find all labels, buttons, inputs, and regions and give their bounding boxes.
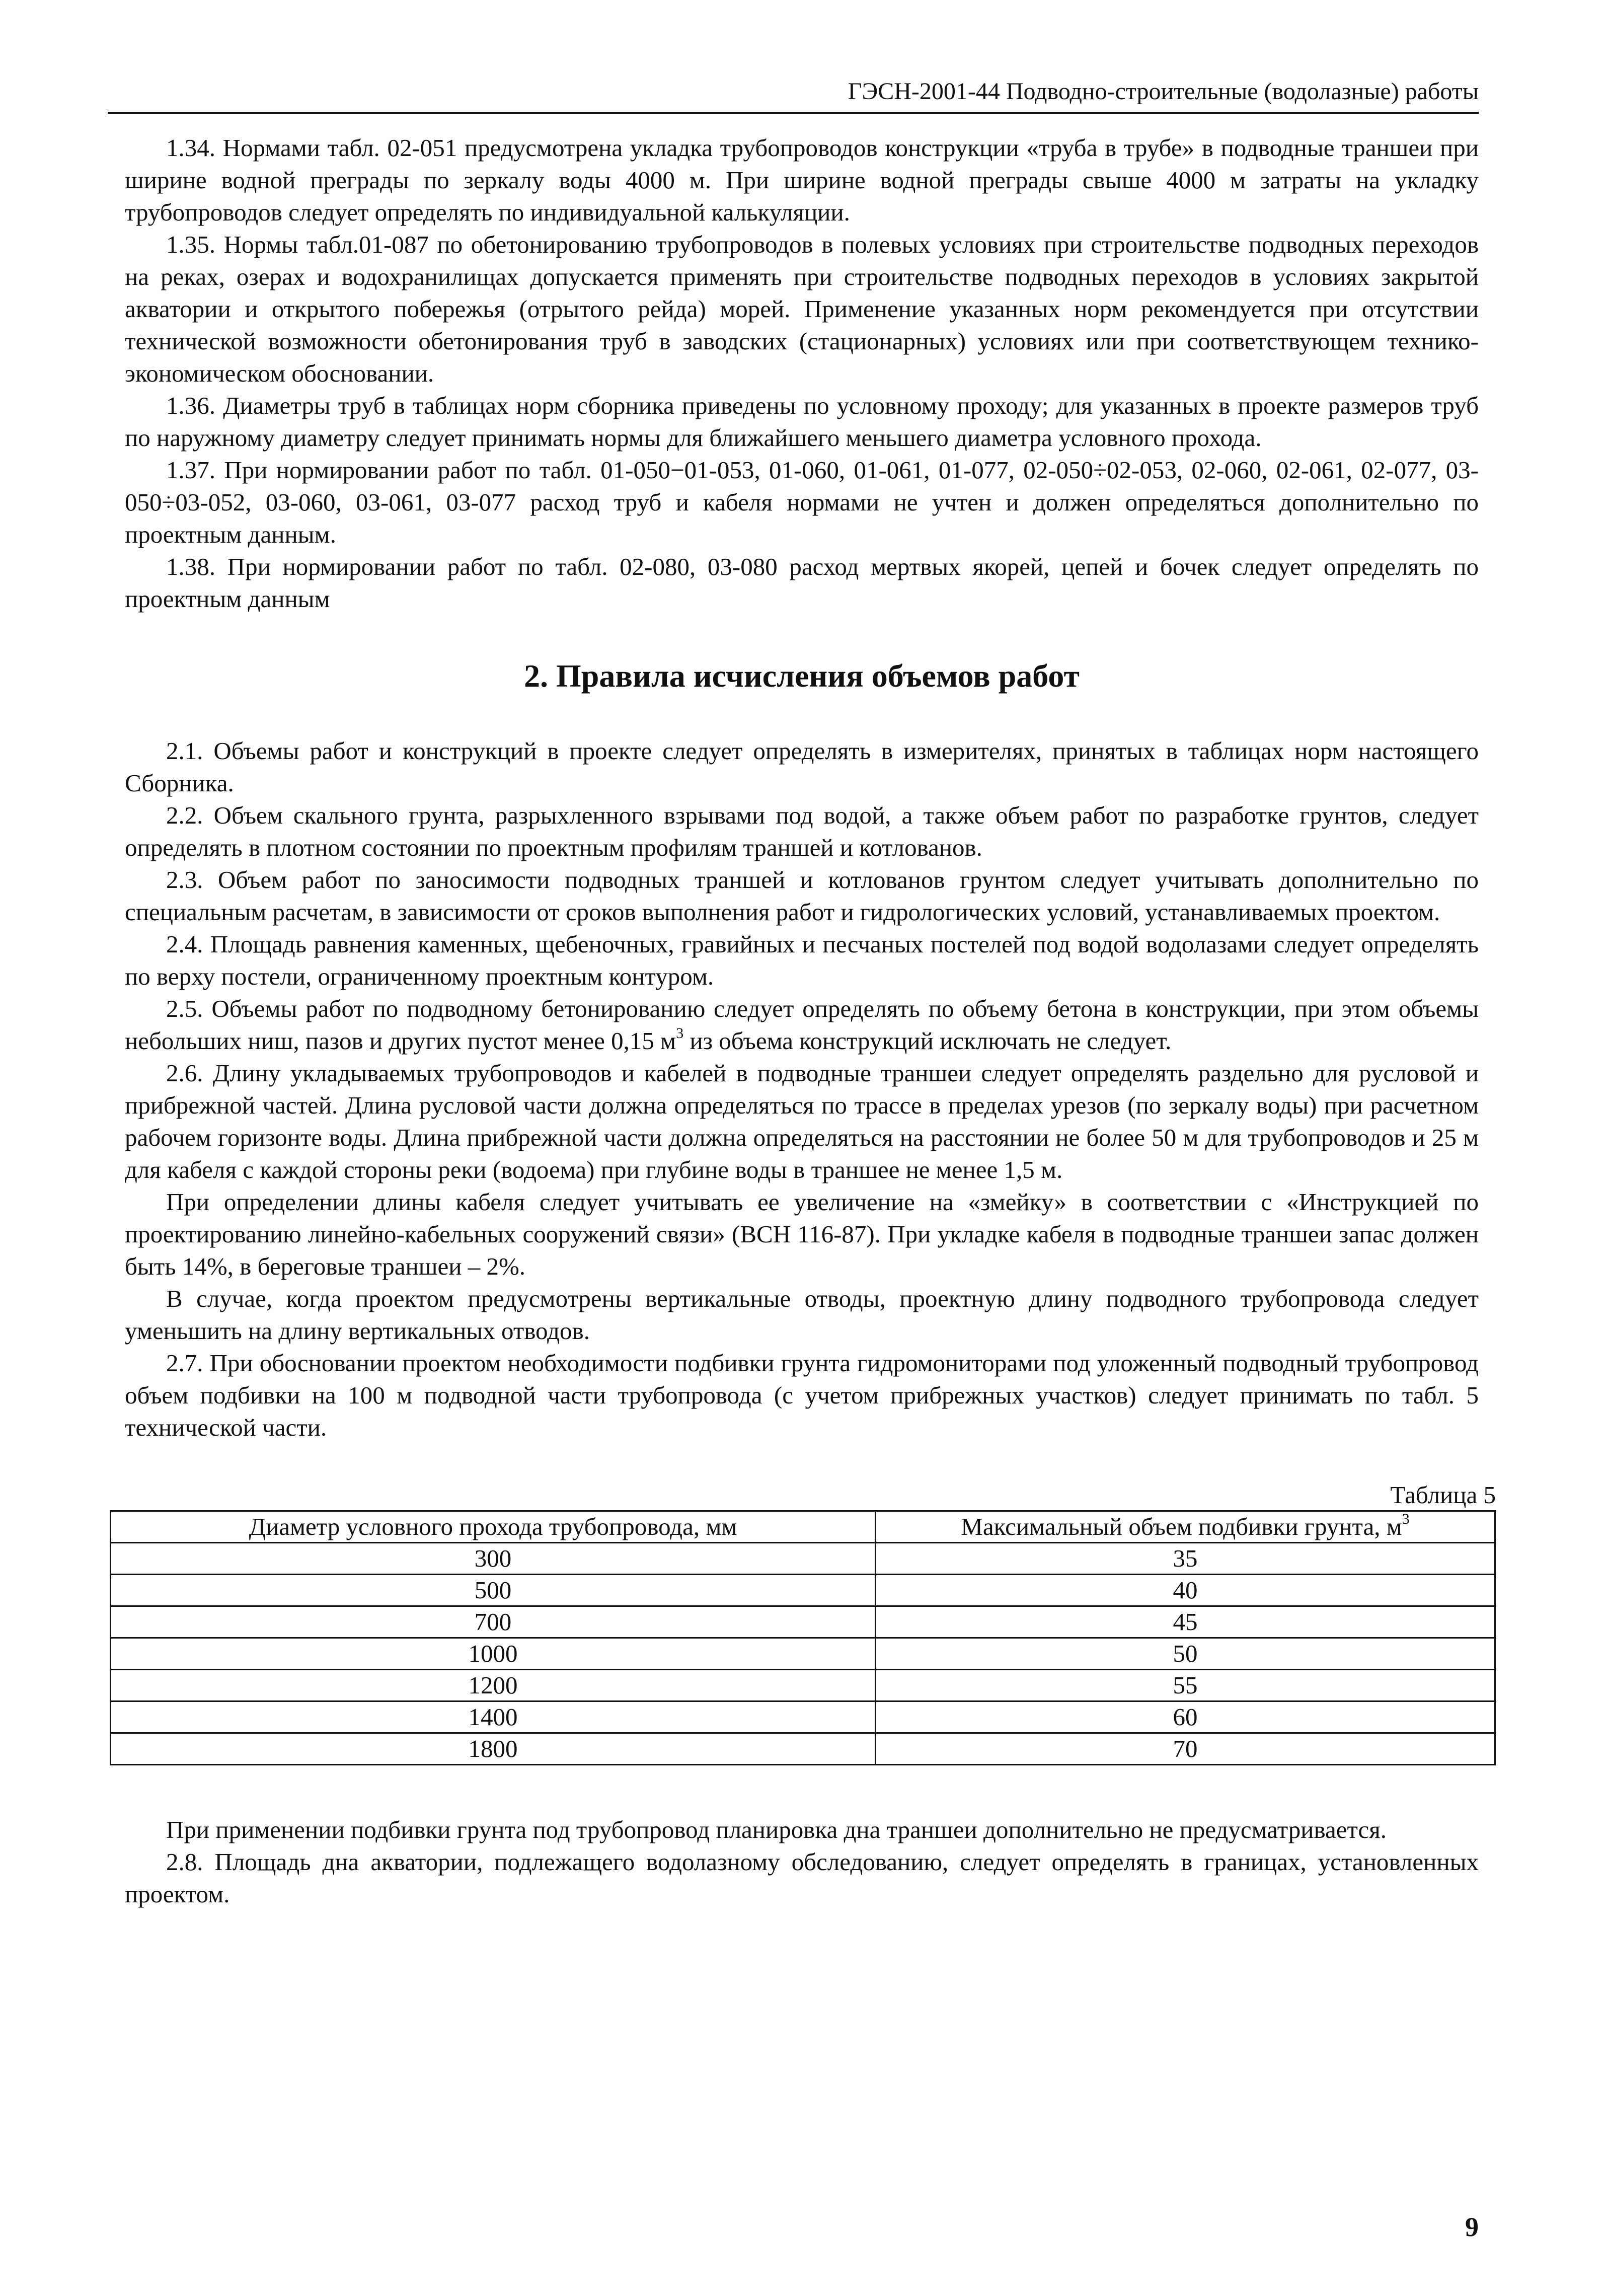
table-cell-diameter: 300 bbox=[111, 1543, 876, 1575]
table-cell-volume: 70 bbox=[876, 1733, 1495, 1765]
paragraph-2-3: 2.3. Объем работ по заносимости подводных траншей и котлованов грунтом следует учитывать дополнительно по специальным расчетам, в зависимости от сроков выполнения работ и гидрологических условий, устанавливаемых проектом. bbox=[125, 866, 1479, 926]
table-cell-volume: 50 bbox=[876, 1638, 1495, 1670]
paragraph-2-5-text: 2.5. Объемы работ по подводному бетонированию следует определять по объему бетона в конструкции, при этом объемы небольших ниш, пазов и других пустот менее 0,15 м bbox=[125, 995, 1479, 1055]
page-number: 9 bbox=[1465, 2212, 1479, 2242]
table-cell-volume: 55 bbox=[876, 1670, 1495, 1701]
table-row bbox=[111, 1733, 1495, 1765]
table-caption: Таблица 5 bbox=[1390, 1481, 1496, 1509]
table-cell-volume: 60 bbox=[876, 1701, 1495, 1733]
table-row bbox=[111, 1575, 1495, 1606]
paragraph-2-8: 2.8. Площадь дна акватории, подлежащего водолазному обследованию, следует определять в границах, установленных проектом. bbox=[125, 1848, 1479, 1908]
header-rule bbox=[108, 112, 1479, 114]
table-header-row bbox=[111, 1511, 1495, 1543]
table-header-volume-sup: 3 bbox=[1402, 1511, 1410, 1527]
paragraph-1-36: 1.36. Диаметры труб в таблицах норм сборника приведены по условному проходу; для указанных в проекте размеров труб по наружному диаметру следует принимать нормы для ближайшего меньшего диаметра условного прохода. bbox=[125, 392, 1479, 452]
paragraph-2-2: 2.2. Объем скального грунта, разрыхленного взрывами под водой, а также объем работ по разработке грунтов, следует определять в плотном состоянии по проектным профилям траншей и котлованов. bbox=[125, 801, 1479, 861]
paragraph-1-34: 1.34. Нормами табл. 02-051 предусмотрена укладка трубопроводов конструкции «труба в трубе» в подводные траншеи при ширине водной преграды по зеркалу воды 4000 м. При ширине водной преграды свыше 4000 м затраты на укладку трубопроводов следует определять по индивидуальной калькуляции. bbox=[125, 134, 1479, 226]
cubic-superscript: 3 bbox=[676, 1025, 684, 1042]
table-header-volume bbox=[876, 1511, 1495, 1543]
paragraph-2-7: 2.7. При обосновании проектом необходимости подбивки грунта гидромониторами под уложенный подводный трубопровод объем подбивки на 100 м подводной части трубопровода (с учетом прибрежных участков) следует принимать по табл. 5 технической части. bbox=[125, 1349, 1479, 1441]
table-cell-diameter: 700 bbox=[111, 1606, 876, 1638]
paragraph-1-38: 1.38. При нормировании работ по табл. 02-080, 03-080 расход мертвых якорей, цепей и бочек следует определять по проектным данным bbox=[125, 553, 1479, 613]
paragraph-2-1: 2.1. Объемы работ и конструкций в проекте следует определять в измерителях, принятых в таблицах норм настоящего Сборника. bbox=[125, 737, 1479, 797]
table-cell-diameter: 1000 bbox=[111, 1638, 876, 1670]
table-cell-diameter: 1400 bbox=[111, 1701, 876, 1733]
table-cell-diameter: 1800 bbox=[111, 1733, 876, 1765]
section-title: 2. Правила исчисления объемов работ bbox=[524, 658, 1080, 694]
running-header: ГЭСН-2001-44 Подводно-строительные (водолазные) работы bbox=[848, 78, 1479, 105]
paragraph-2-5-text-end: из объема конструкций исключать не следует. bbox=[683, 1027, 1172, 1055]
paragraph-1-35: 1.35. Нормы табл.01-087 по обетонированию трубопроводов в полевых условиях при строительстве подводных переходов на реках, озерах и водохранилищах допускается применять при строительстве подводных переходов в условиях закрытой акватории и открытого побережья (отрытого рейда) морей. Применение указанных норм рекомендуется при отсутствии технической возможности обетонирования труб в заводских (стационарных) условиях или при соответствующем технико-экономическом обосновании. bbox=[125, 231, 1479, 387]
paragraph-2-6: 2.6. Длину укладываемых трубопроводов и кабелей в подводные траншеи следует определять раздельно для русловой и прибрежной частей. Длина русловой части должна определяться по трассе в пределах урезов (по зеркалу воды) при расчетном рабочем горизонте воды. Длина прибрежной части должна определяться на расстоянии не более 50 м для трубопроводов и 25 м для кабеля с каждой стороны реки (водоема) при глубине воды в траншее не менее 1,5 м. bbox=[125, 1059, 1479, 1183]
table-cell-diameter: 1200 bbox=[111, 1670, 876, 1701]
table-cell-volume: 35 bbox=[876, 1543, 1495, 1575]
table-5 bbox=[110, 1510, 1496, 1765]
table-cell-volume: 45 bbox=[876, 1606, 1495, 1638]
table-5-block bbox=[110, 1480, 1496, 1765]
paragraph-2-5 bbox=[125, 993, 1479, 1057]
paragraph-2-6-cable: При определении длины кабеля следует учитывать ее увеличение на «змейку» в соответствии с «Инструкцией по проектированию линейно-кабельных сооружений связи» (ВСН 116-87). При укладке кабеля в подводные траншеи запас должен быть 14%, в береговые траншеи – 2%. bbox=[125, 1188, 1479, 1280]
table-row bbox=[111, 1701, 1495, 1733]
paragraph-2-6-vertical: В случае, когда проектом предусмотрены вертикальные отводы, проектную длину подводного трубопровода следует уменьшить на длину вертикальных отводов. bbox=[125, 1285, 1479, 1345]
page-content bbox=[125, 132, 1496, 1910]
table-cell-diameter: 500 bbox=[111, 1575, 876, 1606]
table-header-diameter: Диаметр условного прохода трубопровода, мм bbox=[111, 1511, 876, 1543]
paragraph-2-4: 2.4. Площадь равнения каменных, щебеночных, гравийных и песчаных постелей под водой водолазами следует определять по верху постели, ограниченному проектным контуром. bbox=[125, 930, 1479, 990]
paragraph-podbivka: При применении подбивки грунта под трубопровод планировка дна траншеи дополнительно не предусматривается. bbox=[166, 1816, 1387, 1843]
table-cell-volume: 40 bbox=[876, 1575, 1495, 1606]
table-row bbox=[111, 1670, 1495, 1701]
table-header-volume-text: Максимальный объем подбивки грунта, м bbox=[961, 1513, 1402, 1540]
paragraph-1-37: 1.37. При нормировании работ по табл. 01-050−01-053, 01-060, 01-061, 01-077, 02-050÷02-053, 02-060, 02-061, 02-077, 03-050÷03-052, 03-060, 03-061, 03-077 расход труб и кабеля нормами не учтен и должен определяться дополнительно по проектным данным. bbox=[125, 456, 1479, 548]
table-row bbox=[111, 1606, 1495, 1638]
table-row bbox=[111, 1543, 1495, 1575]
table-row bbox=[111, 1638, 1495, 1670]
